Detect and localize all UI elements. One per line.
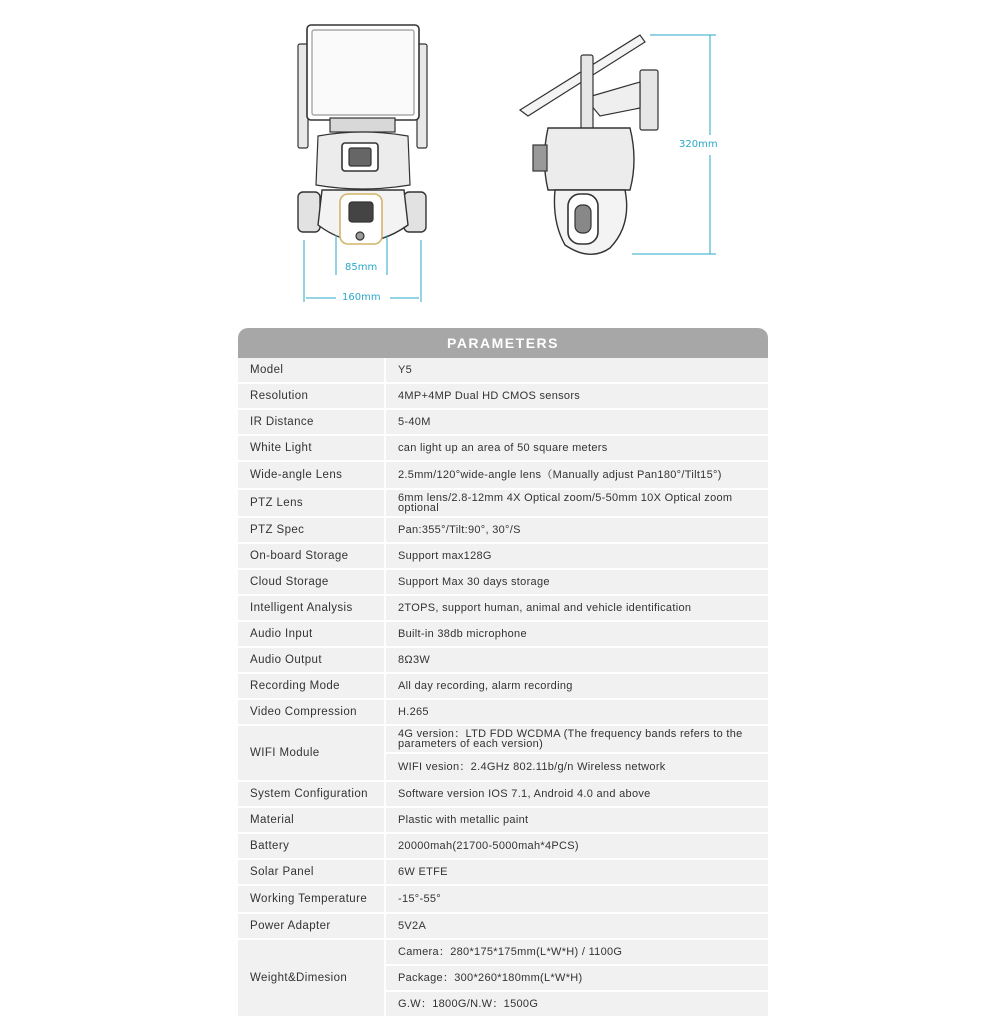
parameter-label: PTZ Lens [238,490,386,516]
parameter-label: Recording Mode [238,674,386,698]
parameter-values [386,490,768,516]
side-view-drawing [520,35,658,254]
parameter-values [386,834,768,858]
table-row [238,914,768,940]
table-row [238,808,768,834]
parameter-label: Working Temperature [238,886,386,912]
parameter-value: 4MP+4MP Dual HD CMOS sensors [398,390,581,402]
dimension-label-lens: 85mm [345,262,378,273]
parameter-values [386,410,768,434]
dimension-label-width: 160mm [342,292,381,303]
parameter-label: White Light [238,436,386,460]
table-row [238,834,768,860]
parameter-values [386,384,768,408]
parameter-value: 5V2A [398,920,427,932]
parameter-value: All day recording, alarm recording [398,680,573,692]
parameter-value: Package：300*260*180mm(L*W*H) [386,964,768,990]
table-row [238,940,768,1018]
parameter-values [386,674,768,698]
parameter-value: Y5 [398,364,413,376]
parameter-values [386,808,768,832]
parameter-value: 6mm lens/2.8-12mm 4X Optical zoom/5-50mm 10X Optical zoom optional [398,492,733,514]
parameter-label: On-board Storage [238,544,386,568]
table-row [238,782,768,808]
product-drawings [0,0,1000,320]
table-row [238,384,768,410]
parameters-title: PARAMETERS [238,328,768,358]
table-row [238,410,768,436]
parameter-label: Video Compression [238,700,386,724]
parameter-values [386,782,768,806]
parameter-values [386,648,768,672]
parameter-label: Model [238,358,386,382]
table-row [238,648,768,674]
parameter-value: WIFI vesion：2.4GHz 802.11b/g/n Wireless network [386,752,768,780]
table-row [238,596,768,622]
table-row [238,886,768,914]
table-row [238,490,768,518]
table-row [238,544,768,570]
parameter-value: Pan:355°/Tilt:90°, 30°/S [398,524,521,536]
parameter-label: Power Adapter [238,914,386,938]
parameter-values [386,570,768,594]
parameter-values [386,596,768,620]
parameter-label: Solar Panel [238,860,386,884]
parameter-values [386,726,768,780]
parameters-rows [238,358,768,1018]
table-row [238,674,768,700]
parameter-label: Audio Input [238,622,386,646]
table-row [238,358,768,384]
parameter-value: Plastic with metallic paint [398,814,529,826]
parameter-label: WIFI Module [238,726,386,780]
parameter-value: 4G version：LTD FDD WCDMA (The frequency bands refers to the parameters of each version) [398,728,743,750]
table-row [238,700,768,726]
parameter-label: Cloud Storage [238,570,386,594]
parameter-values [386,436,768,460]
parameter-value: Camera：280*175*175mm(L*W*H) / 1100G [398,946,623,958]
parameter-label: Intelligent Analysis [238,596,386,620]
parameter-value: Support Max 30 days storage [398,576,550,588]
parameter-value: 2.5mm/120°wide-angle lens（Manually adjust Pan180°/Tilt15°) [398,469,722,481]
parameter-values [386,518,768,542]
parameter-value: 20000mah(21700-5000mah*4PCS) [398,840,579,852]
parameter-value: Software version IOS 7.1, Android 4.0 and above [398,788,651,800]
parameter-value: Support max128G [398,550,492,562]
parameter-value: 5-40M [398,416,431,428]
parameter-label: Weight&Dimesion [238,940,386,1016]
table-row [238,860,768,886]
parameter-values [386,462,768,488]
parameter-value: G.W：1800G/N.W：1500G [386,990,768,1016]
parameter-label: Audio Output [238,648,386,672]
parameter-values [386,622,768,646]
parameters-table [238,328,768,1018]
table-row [238,436,768,462]
parameter-value: -15°-55° [398,893,441,905]
dimension-label-height: 320mm [679,139,718,150]
parameter-values [386,700,768,724]
parameter-values [386,914,768,938]
parameter-value: 6W ETFE [398,866,448,878]
parameter-value: Built-in 38db microphone [398,628,527,640]
front-view-drawing [298,25,427,244]
table-row [238,462,768,490]
parameter-values [386,860,768,884]
parameter-values [386,358,768,382]
parameter-label: System Configuration [238,782,386,806]
parameter-label: PTZ Spec [238,518,386,542]
parameter-values [386,544,768,568]
parameter-label: Resolution [238,384,386,408]
parameter-value: 2TOPS, support human, animal and vehicle identification [398,602,692,614]
parameter-value: 8Ω3W [398,654,431,666]
parameter-value: H.265 [398,706,429,718]
parameter-label: IR Distance [238,410,386,434]
parameter-label: Battery [238,834,386,858]
parameter-label: Wide-angle Lens [238,462,386,488]
table-row [238,518,768,544]
parameter-label: Material [238,808,386,832]
table-row [238,726,768,782]
table-row [238,570,768,596]
parameter-values [386,940,768,1016]
parameter-value: can light up an area of 50 square meters [398,442,608,454]
parameter-values [386,886,768,912]
table-row [238,622,768,648]
